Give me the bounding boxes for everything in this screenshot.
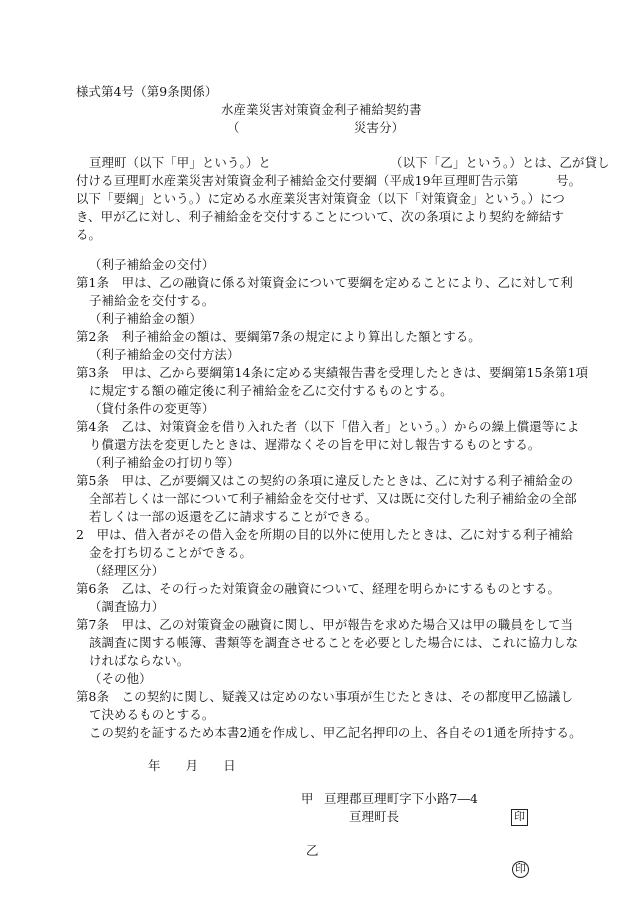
article-heading: （利子補給金の交付） <box>89 257 215 272</box>
article-heading: （利子補給金の額） <box>89 311 202 326</box>
party-a-address: 亘理郡亘理町字下小路7―4 <box>324 791 479 806</box>
article-text: 第1条 甲は、乙の融資に係る対策資金について要綱を定めることにより、乙に対して利 <box>76 275 573 290</box>
title-subtitle-open: （ <box>227 120 240 135</box>
article-text: ければならない。 <box>89 653 190 668</box>
article-text: 若しくは一部の返還を乙に請求することができる。 <box>89 509 378 524</box>
article-text: 金を打ち切ることができる。 <box>89 545 253 560</box>
article-heading: （調査協力） <box>89 599 165 614</box>
article-heading: （経理区分） <box>89 563 165 578</box>
preamble-line: き、甲が乙に対し、利子補給金を交付することについて、次の条項により契約を締結す <box>76 209 565 224</box>
article-heading: （利子補給金の交付方法） <box>89 347 240 362</box>
article-text: て決めるものとする。 <box>89 707 215 722</box>
article-text: に規定する額の確定後に利子補給金を乙に交付するものとする。 <box>89 383 453 398</box>
article-text: 第2条 利子補給金の額は、要綱第7条の規定により算出した額とする。 <box>76 329 481 344</box>
article-heading: （利子補給金の打切り等） <box>89 455 240 470</box>
form-number: 様式第4号（第9条関係） <box>76 84 218 99</box>
article-text: 2 甲は、借入者がその借入金を所期の目的以外に使用したときは、乙に対する利子補給 <box>76 527 574 542</box>
contract-title: 水産業災害対策資金利子補給契約書 <box>221 102 422 117</box>
article-heading: （その他） <box>89 671 152 686</box>
article-text: り償還方法を変更したときは、遅滞なくその旨を甲に対し報告するものとする。 <box>89 437 541 452</box>
article-text: 第5条 甲は、乙が要綱又はこの契約の条項に違反したときは、乙に対する利子補給金の <box>76 473 574 488</box>
title-subtitle-close: 災害分） <box>354 120 405 135</box>
date-line: 年 月 日 <box>148 758 236 773</box>
article-text: 子補給金を交付する。 <box>89 293 215 308</box>
preamble-line: 以下「要綱」という。）に定める水産業災害対策資金（以下「対策資金」という。）につ <box>76 191 565 206</box>
article-text: 第7条 甲は、乙の対策資金の融資に関し、甲が報告を求めた場合又は甲の職員をして当 <box>76 617 574 632</box>
preamble-line: 亘理町（以下「甲」という。）と （以下「乙」という。）とは、乙が貸し <box>89 155 610 170</box>
preamble-line: る。 <box>76 227 102 242</box>
article-heading: （貸付条件の変更等） <box>89 401 215 416</box>
seal-mark-round: 印 <box>512 861 529 878</box>
article-text: 該調査に関する帳簿、書類等を調査させることを必要とした場合には、これに協力しな <box>89 635 579 650</box>
preamble-line: 付ける亘理町水産業災害対策資金利子補給金交付要綱（平成19年亘理町告示第 号。 <box>76 173 582 188</box>
seal-mark-square: 印 <box>511 809 528 826</box>
article-text: 第4条 乙は、対策資金を借り入れた者（以下「借入者」という。）からの繰上償還等によ <box>76 419 580 434</box>
party-b-label: 乙 <box>306 843 319 858</box>
article-text: 第8条 この契約に関し、疑義又は定めのない事項が生じたときは、その都度甲乙協議し <box>76 689 574 704</box>
article-text: 第6条 乙は、その行った対策資金の融資について、経理を明らかにするものとする。 <box>76 581 561 596</box>
closing-statement: この契約を証するため本書2通を作成し、甲乙記名押印の上、各自その1通を所持する。 <box>89 725 582 740</box>
article-text: 第3条 甲は、乙から要綱第14条に定める実績報告書を受理したときは、要綱第15条第1項 <box>76 365 589 380</box>
party-a-title: 亘理町長 <box>349 809 400 824</box>
article-text: 全部若しくは一部について利子補給金を交付せず、又は既に交付した利子補給金の全部 <box>89 491 577 506</box>
party-a-label: 甲 <box>301 791 314 806</box>
